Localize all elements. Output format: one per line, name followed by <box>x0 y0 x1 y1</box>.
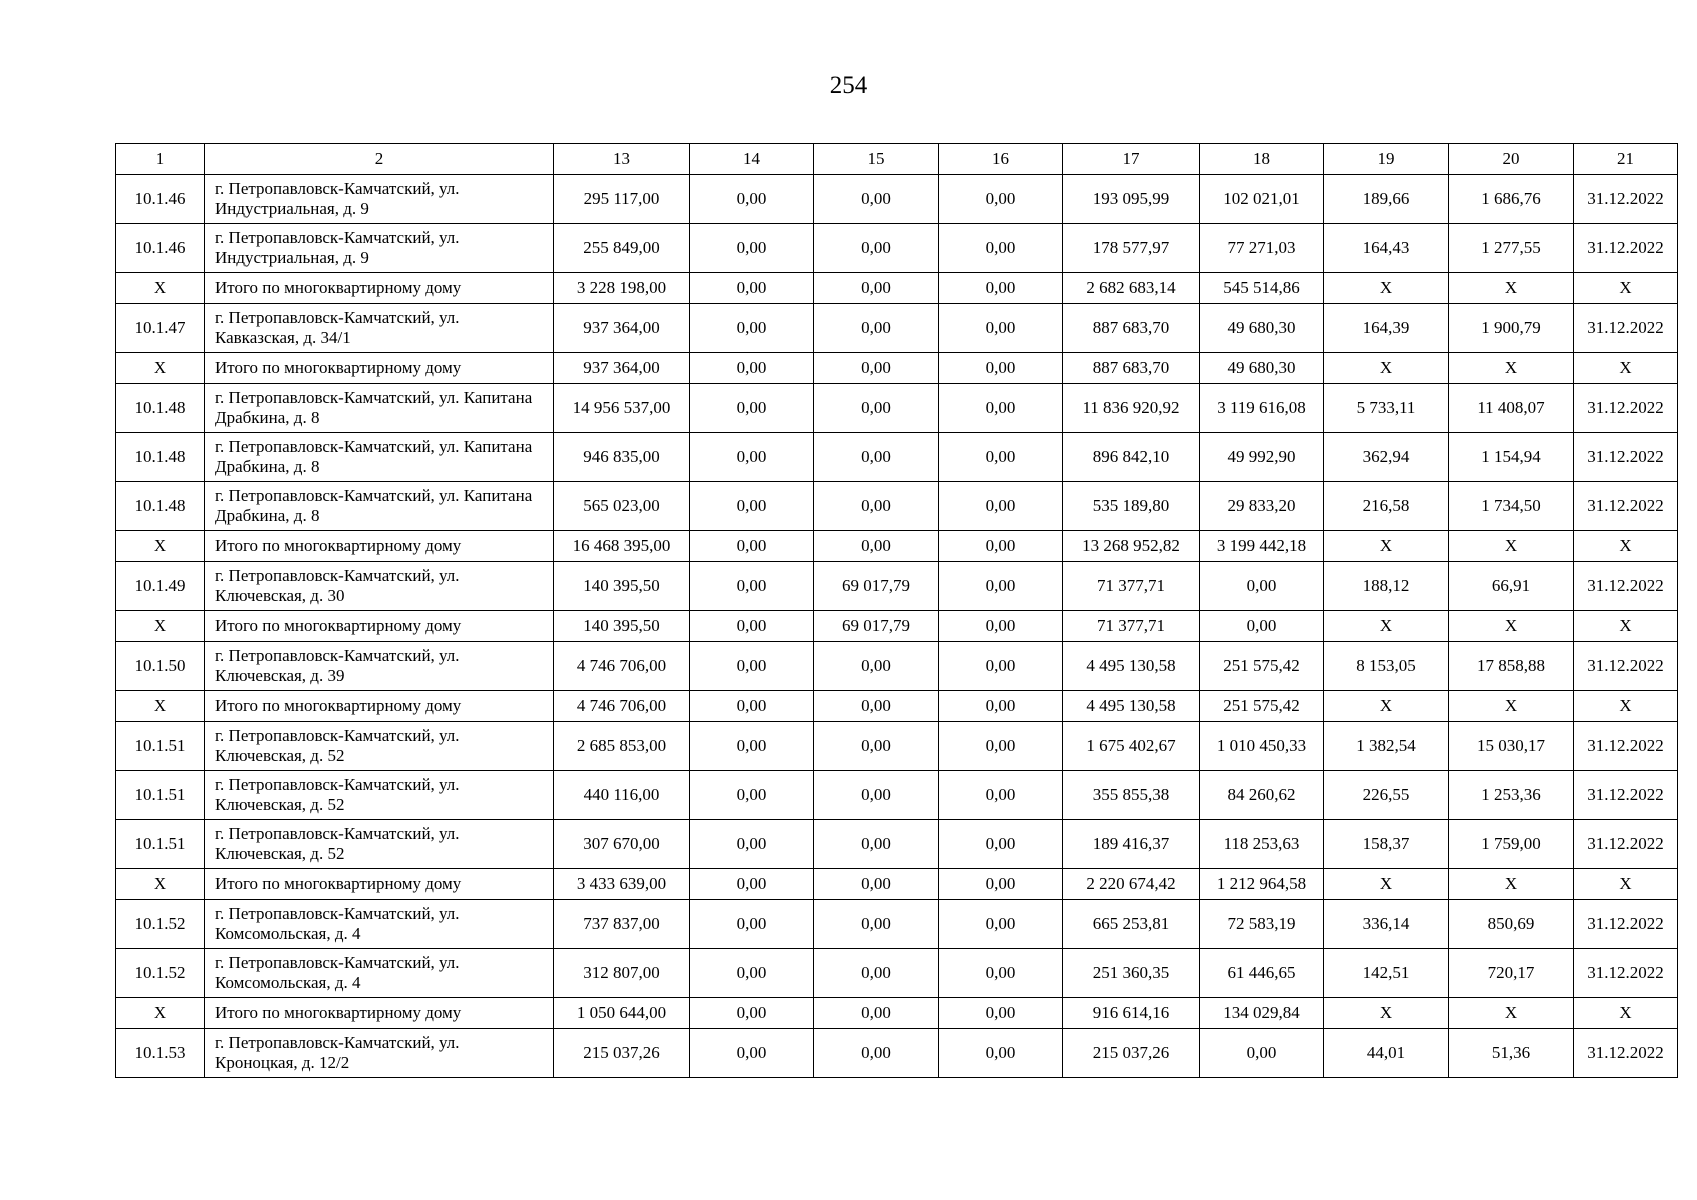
value-cell: X <box>1449 691 1574 722</box>
row-number-cell: X <box>116 998 205 1029</box>
row-number-cell: 10.1.51 <box>116 820 205 869</box>
value-cell: 0,00 <box>1200 611 1324 642</box>
value-cell: 0,00 <box>939 722 1063 771</box>
value-cell: 0,00 <box>690 1029 814 1078</box>
row-number-cell: 10.1.52 <box>116 949 205 998</box>
value-cell: 1 212 964,58 <box>1200 869 1324 900</box>
value-cell: 31.12.2022 <box>1574 562 1678 611</box>
value-cell: 31.12.2022 <box>1574 642 1678 691</box>
value-cell: X <box>1574 273 1678 304</box>
value-cell: 0,00 <box>814 482 939 531</box>
value-cell: 102 021,01 <box>1200 175 1324 224</box>
value-cell: 0,00 <box>814 433 939 482</box>
value-cell: 0,00 <box>690 900 814 949</box>
value-cell: 31.12.2022 <box>1574 304 1678 353</box>
value-cell: 0,00 <box>690 691 814 722</box>
value-cell: X <box>1449 531 1574 562</box>
value-cell: 737 837,00 <box>554 900 690 949</box>
column-header: 21 <box>1574 144 1678 175</box>
value-cell: 0,00 <box>939 384 1063 433</box>
value-cell: 535 189,80 <box>1063 482 1200 531</box>
value-cell: 1 382,54 <box>1324 722 1449 771</box>
value-cell: 0,00 <box>690 642 814 691</box>
value-cell: 84 260,62 <box>1200 771 1324 820</box>
column-header: 18 <box>1200 144 1324 175</box>
value-cell: 0,00 <box>814 384 939 433</box>
value-cell: 0,00 <box>814 691 939 722</box>
value-cell: 71 377,71 <box>1063 562 1200 611</box>
value-cell: 307 670,00 <box>554 820 690 869</box>
address-cell: г. Петропавловск-Камчатский, ул. Комсомольская, д. 4 <box>205 900 554 949</box>
value-cell: 31.12.2022 <box>1574 771 1678 820</box>
value-cell: 2 220 674,42 <box>1063 869 1200 900</box>
value-cell: 0,00 <box>939 869 1063 900</box>
value-cell: 0,00 <box>814 175 939 224</box>
table-row <box>116 175 1678 224</box>
value-cell: 0,00 <box>939 900 1063 949</box>
value-cell: 215 037,26 <box>1063 1029 1200 1078</box>
value-cell: 0,00 <box>939 691 1063 722</box>
address-cell: г. Петропавловск-Камчатский, ул. Кавказская, д. 34/1 <box>205 304 554 353</box>
value-cell: 193 095,99 <box>1063 175 1200 224</box>
value-cell: 0,00 <box>690 820 814 869</box>
address-cell: Итого по многоквартирному дому <box>205 869 554 900</box>
value-cell: 14 956 537,00 <box>554 384 690 433</box>
address-cell: Итого по многоквартирному дому <box>205 611 554 642</box>
value-cell: 72 583,19 <box>1200 900 1324 949</box>
value-cell: 0,00 <box>814 353 939 384</box>
value-cell: 0,00 <box>814 531 939 562</box>
address-cell: г. Петропавловск-Камчатский, ул. Ключевская, д. 52 <box>205 820 554 869</box>
value-cell: X <box>1324 353 1449 384</box>
row-number-cell: 10.1.51 <box>116 722 205 771</box>
page-number: 254 <box>829 72 868 99</box>
column-header: 17 <box>1063 144 1200 175</box>
value-cell: 1 010 450,33 <box>1200 722 1324 771</box>
value-cell: 0,00 <box>814 820 939 869</box>
value-cell: X <box>1449 869 1574 900</box>
value-cell: 0,00 <box>690 531 814 562</box>
row-number-cell: 10.1.49 <box>116 562 205 611</box>
row-number-cell: X <box>116 691 205 722</box>
value-cell: X <box>1574 353 1678 384</box>
value-cell: X <box>1324 691 1449 722</box>
column-header: 2 <box>205 144 554 175</box>
value-cell: 142,51 <box>1324 949 1449 998</box>
value-cell: 31.12.2022 <box>1574 820 1678 869</box>
value-cell: 3 228 198,00 <box>554 273 690 304</box>
value-cell: 31.12.2022 <box>1574 722 1678 771</box>
value-cell: 3 119 616,08 <box>1200 384 1324 433</box>
value-cell: 0,00 <box>814 224 939 273</box>
value-cell: X <box>1324 998 1449 1029</box>
value-cell: 11 408,07 <box>1449 384 1574 433</box>
value-cell: 1 686,76 <box>1449 175 1574 224</box>
value-cell: 887 683,70 <box>1063 304 1200 353</box>
value-cell: 896 842,10 <box>1063 433 1200 482</box>
value-cell: 0,00 <box>814 771 939 820</box>
value-cell: 251 575,42 <box>1200 642 1324 691</box>
value-cell: 0,00 <box>814 998 939 1029</box>
value-cell: 31.12.2022 <box>1574 384 1678 433</box>
row-number-cell: X <box>116 531 205 562</box>
total-row <box>116 691 1678 722</box>
value-cell: 0,00 <box>690 949 814 998</box>
value-cell: 49 680,30 <box>1200 304 1324 353</box>
table-body <box>116 144 1678 1078</box>
table-row <box>116 482 1678 531</box>
value-cell: 66,91 <box>1449 562 1574 611</box>
address-cell: г. Петропавловск-Камчатский, ул. Капитана Драбкина, д. 8 <box>205 433 554 482</box>
value-cell: 71 377,71 <box>1063 611 1200 642</box>
value-cell: 0,00 <box>690 722 814 771</box>
value-cell: 1 277,55 <box>1449 224 1574 273</box>
value-cell: 565 023,00 <box>554 482 690 531</box>
column-header: 16 <box>939 144 1063 175</box>
value-cell: 355 855,38 <box>1063 771 1200 820</box>
value-cell: 665 253,81 <box>1063 900 1200 949</box>
value-cell: 49 680,30 <box>1200 353 1324 384</box>
value-cell: X <box>1574 869 1678 900</box>
row-number-cell: 10.1.46 <box>116 175 205 224</box>
table-row <box>116 1029 1678 1078</box>
table-row <box>116 949 1678 998</box>
value-cell: 0,00 <box>939 175 1063 224</box>
value-cell: 0,00 <box>690 433 814 482</box>
value-cell: 0,00 <box>939 949 1063 998</box>
row-number-cell: 10.1.48 <box>116 433 205 482</box>
value-cell: 336,14 <box>1324 900 1449 949</box>
value-cell: 720,17 <box>1449 949 1574 998</box>
value-cell: 4 746 706,00 <box>554 642 690 691</box>
value-cell: 2 685 853,00 <box>554 722 690 771</box>
value-cell: 440 116,00 <box>554 771 690 820</box>
row-number-cell: 10.1.50 <box>116 642 205 691</box>
row-number-cell: X <box>116 273 205 304</box>
table-row <box>116 642 1678 691</box>
value-cell: 0,00 <box>814 273 939 304</box>
column-header: 15 <box>814 144 939 175</box>
table-row <box>116 433 1678 482</box>
value-cell: 295 117,00 <box>554 175 690 224</box>
value-cell: 362,94 <box>1324 433 1449 482</box>
value-cell: 0,00 <box>1200 1029 1324 1078</box>
value-cell: 0,00 <box>939 433 1063 482</box>
value-cell: 0,00 <box>939 273 1063 304</box>
table-row <box>116 304 1678 353</box>
value-cell: X <box>1324 869 1449 900</box>
data-table <box>115 143 1678 1078</box>
value-cell: 0,00 <box>690 482 814 531</box>
value-cell: 0,00 <box>690 869 814 900</box>
address-cell: г. Петропавловск-Камчатский, ул. Ключевская, д. 30 <box>205 562 554 611</box>
value-cell: 1 253,36 <box>1449 771 1574 820</box>
value-cell: 946 835,00 <box>554 433 690 482</box>
column-header: 20 <box>1449 144 1574 175</box>
value-cell: 0,00 <box>690 771 814 820</box>
value-cell: 1 050 644,00 <box>554 998 690 1029</box>
value-cell: 255 849,00 <box>554 224 690 273</box>
value-cell: 0,00 <box>690 562 814 611</box>
value-cell: 937 364,00 <box>554 353 690 384</box>
value-cell: 937 364,00 <box>554 304 690 353</box>
value-cell: 0,00 <box>939 642 1063 691</box>
value-cell: 15 030,17 <box>1449 722 1574 771</box>
row-number-cell: 10.1.53 <box>116 1029 205 1078</box>
address-cell: г. Петропавловск-Камчатский, ул. Ключевская, д. 52 <box>205 722 554 771</box>
address-cell: г. Петропавловск-Камчатский, ул. Индустриальная, д. 9 <box>205 224 554 273</box>
value-cell: X <box>1324 611 1449 642</box>
value-cell: 69 017,79 <box>814 611 939 642</box>
value-cell: 13 268 952,82 <box>1063 531 1200 562</box>
value-cell: 29 833,20 <box>1200 482 1324 531</box>
value-cell: 0,00 <box>939 998 1063 1029</box>
value-cell: 61 446,65 <box>1200 949 1324 998</box>
value-cell: 0,00 <box>814 722 939 771</box>
value-cell: 16 468 395,00 <box>554 531 690 562</box>
row-number-cell: X <box>116 611 205 642</box>
value-cell: 0,00 <box>690 384 814 433</box>
value-cell: X <box>1574 611 1678 642</box>
row-number-cell: X <box>116 353 205 384</box>
value-cell: 916 614,16 <box>1063 998 1200 1029</box>
value-cell: 134 029,84 <box>1200 998 1324 1029</box>
value-cell: 0,00 <box>814 900 939 949</box>
address-cell: Итого по многоквартирному дому <box>205 353 554 384</box>
value-cell: X <box>1574 691 1678 722</box>
value-cell: 0,00 <box>939 353 1063 384</box>
value-cell: X <box>1449 273 1574 304</box>
total-row <box>116 353 1678 384</box>
value-cell: 312 807,00 <box>554 949 690 998</box>
address-cell: г. Петропавловск-Камчатский, ул. Ключевская, д. 52 <box>205 771 554 820</box>
table-row <box>116 900 1678 949</box>
address-cell: г. Петропавловск-Камчатский, ул. Капитана Драбкина, д. 8 <box>205 482 554 531</box>
total-row <box>116 273 1678 304</box>
address-cell: Итого по многоквартирному дому <box>205 531 554 562</box>
value-cell: 0,00 <box>814 304 939 353</box>
value-cell: 189,66 <box>1324 175 1449 224</box>
total-row <box>116 611 1678 642</box>
value-cell: 31.12.2022 <box>1574 175 1678 224</box>
value-cell: 4 495 130,58 <box>1063 642 1200 691</box>
row-number-cell: 10.1.47 <box>116 304 205 353</box>
value-cell: 2 682 683,14 <box>1063 273 1200 304</box>
value-cell: 251 360,35 <box>1063 949 1200 998</box>
value-cell: 1 759,00 <box>1449 820 1574 869</box>
value-cell: 1 900,79 <box>1449 304 1574 353</box>
table-row <box>116 224 1678 273</box>
address-cell: Итого по многоквартирному дому <box>205 273 554 304</box>
value-cell: 164,43 <box>1324 224 1449 273</box>
value-cell: 4 495 130,58 <box>1063 691 1200 722</box>
address-cell: г. Петропавловск-Камчатский, ул. Индустриальная, д. 9 <box>205 175 554 224</box>
total-row <box>116 531 1678 562</box>
value-cell: 11 836 920,92 <box>1063 384 1200 433</box>
value-cell: 0,00 <box>939 1029 1063 1078</box>
value-cell: X <box>1324 273 1449 304</box>
value-cell: 8 153,05 <box>1324 642 1449 691</box>
value-cell: 0,00 <box>690 175 814 224</box>
value-cell: 0,00 <box>939 562 1063 611</box>
address-cell: г. Петропавловск-Камчатский, ул. Комсомольская, д. 4 <box>205 949 554 998</box>
value-cell: 5 733,11 <box>1324 384 1449 433</box>
column-header: 19 <box>1324 144 1449 175</box>
value-cell: 118 253,63 <box>1200 820 1324 869</box>
value-cell: X <box>1449 998 1574 1029</box>
value-cell: 158,37 <box>1324 820 1449 869</box>
row-number-cell: 10.1.48 <box>116 384 205 433</box>
row-number-cell: 10.1.51 <box>116 771 205 820</box>
value-cell: 77 271,03 <box>1200 224 1324 273</box>
value-cell: 31.12.2022 <box>1574 949 1678 998</box>
column-header: 1 <box>116 144 205 175</box>
value-cell: 0,00 <box>814 1029 939 1078</box>
address-cell: г. Петропавловск-Камчатский, ул. Кроноцкая, д. 12/2 <box>205 1029 554 1078</box>
value-cell: 31.12.2022 <box>1574 900 1678 949</box>
total-row <box>116 998 1678 1029</box>
table-row <box>116 722 1678 771</box>
address-cell: Итого по многоквартирному дому <box>205 691 554 722</box>
value-cell: 51,36 <box>1449 1029 1574 1078</box>
value-cell: X <box>1449 611 1574 642</box>
value-cell: 0,00 <box>1200 562 1324 611</box>
value-cell: 545 514,86 <box>1200 273 1324 304</box>
value-cell: 0,00 <box>939 771 1063 820</box>
value-cell: 17 858,88 <box>1449 642 1574 691</box>
value-cell: 49 992,90 <box>1200 433 1324 482</box>
value-cell: 887 683,70 <box>1063 353 1200 384</box>
value-cell: 164,39 <box>1324 304 1449 353</box>
value-cell: 31.12.2022 <box>1574 224 1678 273</box>
value-cell: 44,01 <box>1324 1029 1449 1078</box>
header-row <box>116 144 1678 175</box>
value-cell: 251 575,42 <box>1200 691 1324 722</box>
table-row <box>116 820 1678 869</box>
value-cell: 0,00 <box>690 998 814 1029</box>
address-cell: Итого по многоквартирному дому <box>205 998 554 1029</box>
value-cell: 3 433 639,00 <box>554 869 690 900</box>
table-row <box>116 562 1678 611</box>
value-cell: 0,00 <box>939 224 1063 273</box>
value-cell: 31.12.2022 <box>1574 433 1678 482</box>
total-row <box>116 869 1678 900</box>
row-number-cell: 10.1.48 <box>116 482 205 531</box>
value-cell: 0,00 <box>939 611 1063 642</box>
value-cell: X <box>1574 531 1678 562</box>
value-cell: 0,00 <box>690 273 814 304</box>
table-row <box>116 384 1678 433</box>
value-cell: 216,58 <box>1324 482 1449 531</box>
table-row <box>116 771 1678 820</box>
value-cell: 1 154,94 <box>1449 433 1574 482</box>
value-cell: 0,00 <box>939 820 1063 869</box>
value-cell: 0,00 <box>939 482 1063 531</box>
address-cell: г. Петропавловск-Камчатский, ул. Ключевская, д. 39 <box>205 642 554 691</box>
value-cell: 178 577,97 <box>1063 224 1200 273</box>
value-cell: 189 416,37 <box>1063 820 1200 869</box>
row-number-cell: X <box>116 869 205 900</box>
value-cell: 69 017,79 <box>814 562 939 611</box>
address-cell: г. Петропавловск-Камчатский, ул. Капитана Драбкина, д. 8 <box>205 384 554 433</box>
value-cell: 4 746 706,00 <box>554 691 690 722</box>
value-cell: 215 037,26 <box>554 1029 690 1078</box>
value-cell: 0,00 <box>814 949 939 998</box>
row-number-cell: 10.1.46 <box>116 224 205 273</box>
value-cell: 0,00 <box>690 304 814 353</box>
value-cell: 226,55 <box>1324 771 1449 820</box>
value-cell: 188,12 <box>1324 562 1449 611</box>
value-cell: 1 734,50 <box>1449 482 1574 531</box>
value-cell: 0,00 <box>814 869 939 900</box>
value-cell: 1 675 402,67 <box>1063 722 1200 771</box>
value-cell: 0,00 <box>939 304 1063 353</box>
column-header: 14 <box>690 144 814 175</box>
value-cell: 0,00 <box>814 642 939 691</box>
value-cell: 31.12.2022 <box>1574 1029 1678 1078</box>
value-cell: X <box>1324 531 1449 562</box>
value-cell: 0,00 <box>690 353 814 384</box>
value-cell: 140 395,50 <box>554 611 690 642</box>
value-cell: 0,00 <box>939 531 1063 562</box>
value-cell: X <box>1574 998 1678 1029</box>
value-cell: 850,69 <box>1449 900 1574 949</box>
column-header: 13 <box>554 144 690 175</box>
value-cell: 0,00 <box>690 611 814 642</box>
value-cell: 0,00 <box>690 224 814 273</box>
value-cell: X <box>1449 353 1574 384</box>
row-number-cell: 10.1.52 <box>116 900 205 949</box>
value-cell: 3 199 442,18 <box>1200 531 1324 562</box>
value-cell: 31.12.2022 <box>1574 482 1678 531</box>
value-cell: 140 395,50 <box>554 562 690 611</box>
